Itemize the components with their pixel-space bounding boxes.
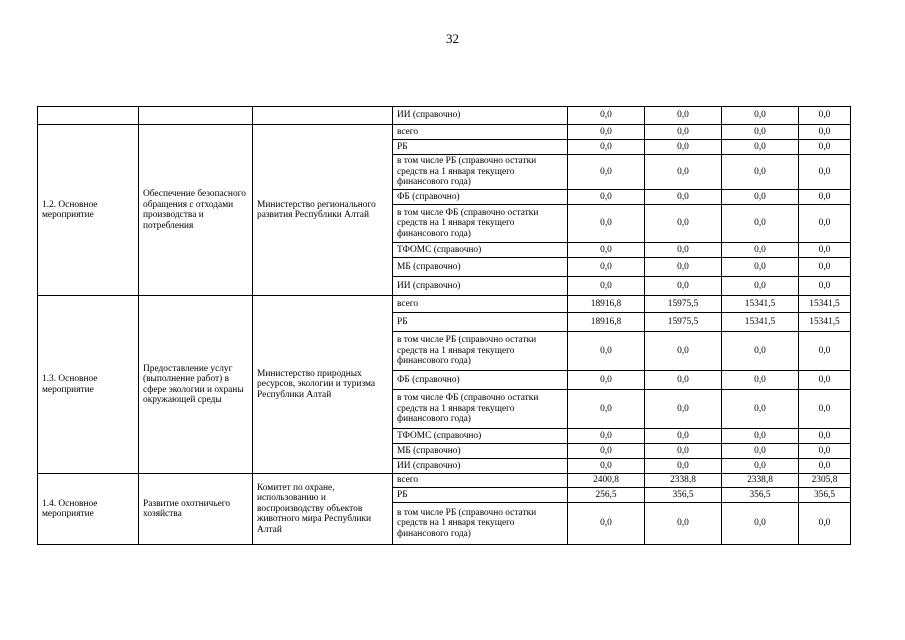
value-cell: 0,0 (645, 107, 722, 125)
value-cell: 0,0 (799, 243, 851, 258)
value-cell: 0,0 (799, 140, 851, 155)
value-cell: 0,0 (568, 258, 645, 277)
value-cell: 15975,5 (645, 313, 722, 332)
value-cell: 0,0 (568, 390, 645, 429)
value-cell: 0,0 (722, 371, 799, 390)
source-cell: РБ (393, 313, 568, 332)
value-cell: 0,0 (568, 444, 645, 459)
value-cell: 0,0 (799, 390, 851, 429)
value-cell: 0,0 (568, 125, 645, 140)
source-cell: ИИ (справочно) (393, 107, 568, 125)
value-cell: 0,0 (799, 503, 851, 545)
executor-cell-empty (253, 107, 393, 125)
value-cell: 0,0 (568, 429, 645, 444)
source-cell: ТФОМС (справочно) (393, 429, 568, 444)
value-cell: 0,0 (568, 371, 645, 390)
value-cell: 15341,5 (799, 313, 851, 332)
value-cell: 2400,8 (568, 474, 645, 488)
value-cell: 0,0 (645, 444, 722, 459)
source-cell: ИИ (справочно) (393, 277, 568, 296)
value-cell: 256,5 (568, 488, 645, 503)
value-cell: 0,0 (799, 107, 851, 125)
value-cell: 0,0 (568, 155, 645, 190)
value-cell: 0,0 (568, 332, 645, 371)
value-cell: 0,0 (722, 459, 799, 474)
source-cell: в том числе РБ (справочно остатки средств на 1 января текущего финансового года) (393, 155, 568, 190)
measure-code: 1.2. Основное мероприятие (38, 125, 139, 296)
measure-code: 1.4. Основное мероприятие (38, 474, 139, 545)
measure-name: Развитие охотничьего хозяйства (139, 474, 253, 545)
value-cell: 0,0 (645, 332, 722, 371)
value-cell: 0,0 (568, 459, 645, 474)
value-cell: 0,0 (568, 277, 645, 296)
value-cell: 0,0 (799, 258, 851, 277)
value-cell: 0,0 (722, 390, 799, 429)
value-cell: 2338,8 (722, 474, 799, 488)
value-cell: 0,0 (799, 444, 851, 459)
value-cell: 18916,8 (568, 313, 645, 332)
value-cell: 15341,5 (722, 296, 799, 313)
value-cell: 0,0 (799, 205, 851, 243)
value-cell: 0,0 (722, 444, 799, 459)
table-row (38, 474, 851, 488)
executor-name: Комитет по охране, использованию и воспроизводству объектов животного мира Республики Алтай (253, 474, 393, 545)
value-cell: 0,0 (722, 429, 799, 444)
value-cell: 356,5 (799, 488, 851, 503)
table-row (38, 296, 851, 313)
page-number: 32 (446, 31, 459, 46)
value-cell: 0,0 (722, 332, 799, 371)
value-cell: 0,0 (722, 140, 799, 155)
source-cell: МБ (справочно) (393, 444, 568, 459)
value-cell: 0,0 (722, 125, 799, 140)
value-cell: 0,0 (799, 125, 851, 140)
source-cell: РБ (393, 488, 568, 503)
executor-name: Министерство природных ресурсов, экологии и туризма Республики Алтай (253, 296, 393, 474)
value-cell: 0,0 (799, 155, 851, 190)
value-cell: 0,0 (645, 243, 722, 258)
value-cell: 0,0 (645, 277, 722, 296)
value-cell: 0,0 (568, 140, 645, 155)
value-cell: 0,0 (722, 503, 799, 545)
table-row (38, 107, 851, 125)
value-cell: 0,0 (722, 107, 799, 125)
value-cell: 356,5 (645, 488, 722, 503)
source-cell: в том числе ФБ (справочно остатки средств на 1 января текущего финансового года) (393, 205, 568, 243)
value-cell: 0,0 (722, 258, 799, 277)
source-cell: в том числе РБ (справочно остатки средств на 1 января текущего финансового года) (393, 503, 568, 545)
value-cell: 0,0 (568, 243, 645, 258)
value-cell: 15975,5 (645, 296, 722, 313)
value-cell: 2305,8 (799, 474, 851, 488)
value-cell: 356,5 (722, 488, 799, 503)
code-cell-empty (38, 107, 139, 125)
value-cell: 0,0 (799, 371, 851, 390)
value-cell: 0,0 (645, 140, 722, 155)
source-cell: ИИ (справочно) (393, 459, 568, 474)
value-cell: 0,0 (722, 205, 799, 243)
value-cell: 0,0 (645, 258, 722, 277)
value-cell: 0,0 (645, 125, 722, 140)
value-cell: 15341,5 (799, 296, 851, 313)
value-cell: 0,0 (645, 371, 722, 390)
measure-name: Предоставление услуг (выполнение работ) в сфере экологии и охраны окружающей среды (139, 296, 253, 474)
value-cell: 0,0 (645, 205, 722, 243)
value-cell: 0,0 (568, 107, 645, 125)
source-cell: всего (393, 125, 568, 140)
value-cell: 0,0 (799, 459, 851, 474)
measure-code: 1.3. Основное мероприятие (38, 296, 139, 474)
value-cell: 15341,5 (722, 313, 799, 332)
source-cell: всего (393, 474, 568, 488)
table-row (38, 125, 851, 140)
value-cell: 0,0 (799, 332, 851, 371)
value-cell: 0,0 (722, 243, 799, 258)
source-cell: всего (393, 296, 568, 313)
value-cell: 0,0 (568, 503, 645, 545)
value-cell: 0,0 (722, 277, 799, 296)
value-cell: 0,0 (645, 503, 722, 545)
source-cell: ФБ (справочно) (393, 371, 568, 390)
source-cell: МБ (справочно) (393, 258, 568, 277)
source-cell: ТФОМС (справочно) (393, 243, 568, 258)
source-cell: РБ (393, 140, 568, 155)
value-cell: 2338,8 (645, 474, 722, 488)
value-cell: 0,0 (568, 190, 645, 205)
measure-name: Обеспечение безопасного обращения с отходами производства и потребления (139, 125, 253, 296)
value-cell: 0,0 (645, 429, 722, 444)
value-cell: 0,0 (799, 190, 851, 205)
source-cell: в том числе РБ (справочно остатки средств на 1 января текущего финансового года) (393, 332, 568, 371)
value-cell: 0,0 (645, 459, 722, 474)
value-cell: 0,0 (799, 277, 851, 296)
value-cell: 0,0 (799, 429, 851, 444)
value-cell: 0,0 (645, 390, 722, 429)
budget-table (37, 106, 851, 545)
value-cell: 0,0 (645, 190, 722, 205)
value-cell: 0,0 (722, 155, 799, 190)
value-cell: 0,0 (568, 205, 645, 243)
value-cell: 0,0 (645, 155, 722, 190)
source-cell: в том числе ФБ (справочно остатки средств на 1 января текущего финансового года) (393, 390, 568, 429)
value-cell: 18916,8 (568, 296, 645, 313)
name-cell-empty (139, 107, 253, 125)
source-cell: ФБ (справочно) (393, 190, 568, 205)
value-cell: 0,0 (722, 190, 799, 205)
executor-name: Министерство регионального развития Республики Алтай (253, 125, 393, 296)
